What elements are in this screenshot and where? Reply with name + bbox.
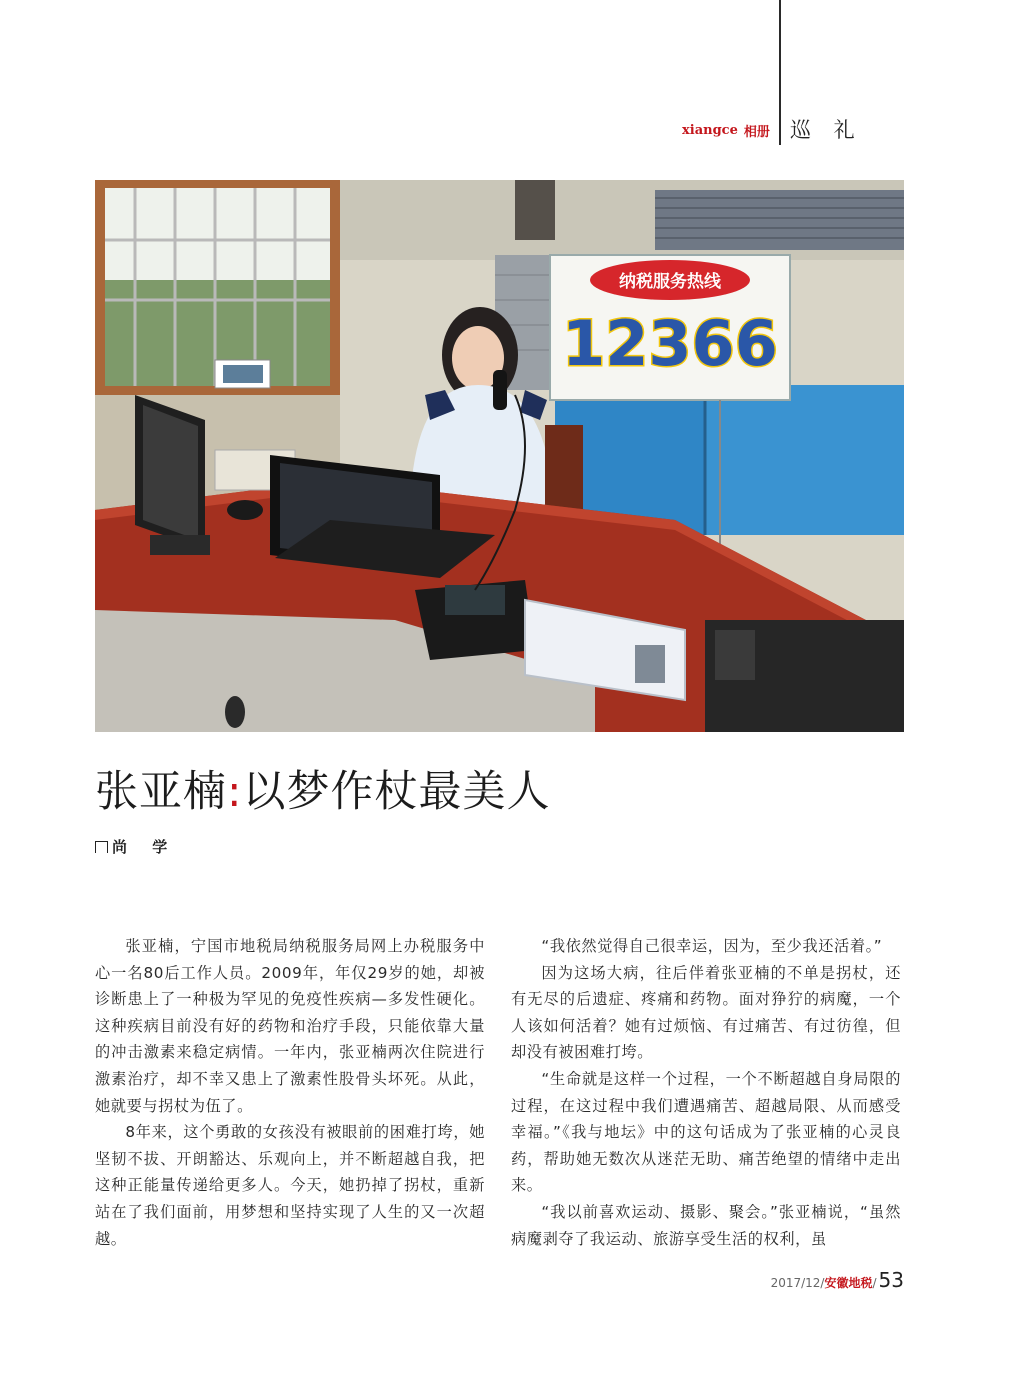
article-title [95,758,551,819]
paragraph: 因为这场大病，往后伴着张亚楠的不单是拐杖，还有无尽的后遗症、疼痛和药物。面对狰狞的病魔，一个人该如何活着？她有过烦恼、有过痛苦、有过彷徨，但却没有被困难打垮。 [511,963,901,1062]
article-photo [95,180,904,732]
section-tag [682,118,770,142]
magazine-name: 安徽地税 [824,1276,873,1290]
paragraph: “我依然觉得自己很幸运，因为，至少我还活着。” [541,937,883,955]
issue-date: 2017/12/ [770,1276,825,1290]
title-colon: : [227,767,243,817]
paragraph: 8年来，这个勇敢的女孩没有被眼前的困难打垮，她坚韧不拔、开朗豁达、乐观向上，并不断超越自我，把这种正能量传递给更多人。今天，她扔掉了拐杖，重新站在了我们面前，用梦想和坚持实现了人生的又一次超越。 [95,1123,485,1248]
author-name: 尚 学 [112,838,178,856]
footer-separator: / [872,1276,877,1290]
byline-mark-icon [95,841,108,853]
page-footer [771,1268,904,1292]
title-name: 张亚楠 [95,767,227,817]
paragraph: “我以前喜欢运动、摄影、聚会。”张亚楠说，“虽然病魔剥夺了我运动、旅游享受生活的权利，虽 [511,1202,901,1248]
sign-hotline-number: 12366 [562,307,778,380]
byline [95,836,177,857]
section-label-en: xiangce [682,122,738,138]
sign-heading: 纳税服务热线 [619,272,721,292]
section-label-cn: 相册 [743,124,770,140]
paragraph: 张亚楠，宁国市地税局纳税服务局网上办税服务中心一名80后工作人员。2009年，年仅29岁的她，却被诊断患上了一种极为罕见的免疫性疾病—多发性硬化。这种疾病目前没有好的药物和治疗手段，只能依靠大量的冲击激素来稳定病情。一年内，张亚楠两次住院进行激素治疗，却不幸又患上了激素性股骨头坏死。从此，她就要与拐杖为伍了。 [95,937,485,1115]
header-divider-line [779,0,781,145]
title-subject: 以梦作杖最美人 [242,767,551,817]
paragraph: “生命就是这样一个过程，一个不断超越自身局限的过程，在这过程中我们遭遇痛苦、超越局限、从而感受幸福。”《我与地坛》中的这句话成为了张亚楠的心灵良药，帮助她无数次从迷茫无助、痛苦绝望的情绪中走出来。 [511,1069,901,1195]
column-name: 巡 礼 [790,118,863,142]
page-number: 53 [878,1268,904,1292]
body-column-left [95,933,485,1252]
body-column-right [511,933,901,1252]
